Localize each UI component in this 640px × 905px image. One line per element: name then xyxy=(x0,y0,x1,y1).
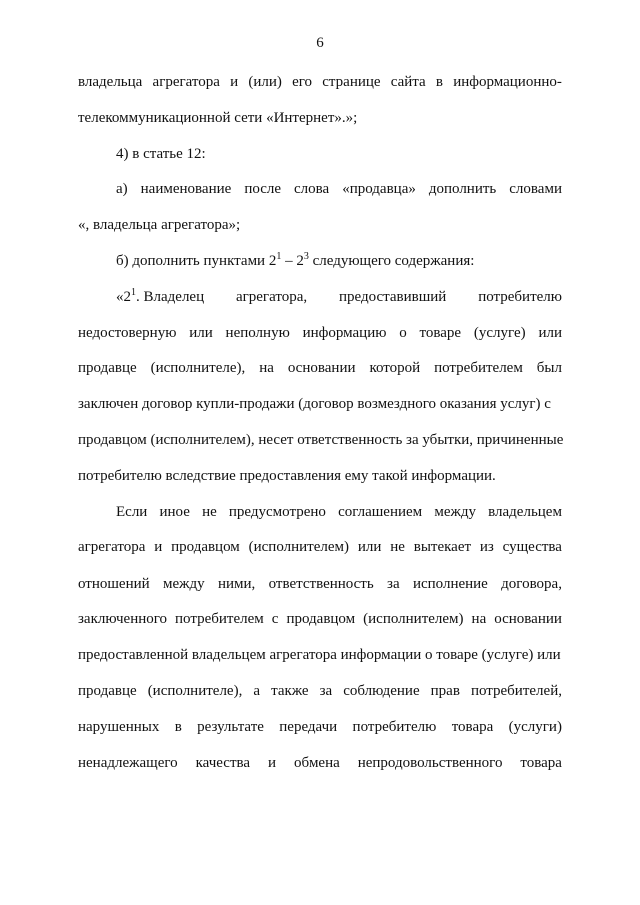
paragraph-line-16 xyxy=(78,610,562,628)
word: недостоверную xyxy=(78,325,177,341)
word: сайта xyxy=(390,74,426,90)
word: (услуге) xyxy=(473,325,526,341)
paragraph-line-12: потребителю вследствие предоставления ему такой информации. xyxy=(78,468,496,484)
word: (исполнителем) xyxy=(363,611,464,627)
superscript: 3 xyxy=(303,251,309,262)
word: и xyxy=(154,539,163,555)
word: а) xyxy=(116,181,128,197)
word: потребителю xyxy=(352,719,437,735)
word: нарушенных xyxy=(78,719,160,735)
word: предоставивший xyxy=(338,289,447,305)
word: продавцом xyxy=(286,611,356,627)
word: качества xyxy=(195,755,251,771)
word: продавце xyxy=(78,683,137,699)
word: словами xyxy=(509,181,562,197)
paragraph-line-4 xyxy=(116,180,562,198)
superscript: 1 xyxy=(131,287,136,298)
word: товара xyxy=(451,719,494,735)
text-fragment: следующего содержания: xyxy=(308,253,475,269)
paragraph-line-20 xyxy=(78,754,562,772)
word: после xyxy=(244,181,282,197)
paragraph-line-11: продавцом (исполнителем), несет ответственность за убытки, причиненные xyxy=(78,432,564,448)
word: . Владелец xyxy=(136,289,205,305)
word: ненадлежащего xyxy=(78,755,178,771)
word: неполную xyxy=(225,325,290,341)
word: его xyxy=(292,74,313,90)
word: прав xyxy=(430,683,460,699)
word: на xyxy=(259,360,274,376)
word: странице xyxy=(322,74,381,90)
word: исполнение xyxy=(412,576,488,592)
paragraph-line-7 xyxy=(116,288,562,306)
word: владельцем xyxy=(488,504,562,520)
word: ними, xyxy=(217,576,256,592)
paragraph-line-9 xyxy=(78,359,562,377)
word: информационно- xyxy=(453,74,562,90)
word: не xyxy=(390,539,405,555)
word: иное xyxy=(159,504,190,520)
word: информацию xyxy=(302,325,387,341)
paragraph-line-5: «, владельца агрегатора»; xyxy=(78,217,241,233)
paragraph-line-15 xyxy=(78,575,562,593)
word: (исполнителем) xyxy=(248,539,350,555)
word: между xyxy=(434,504,476,520)
word: (исполнителе), xyxy=(147,683,243,699)
word: (или) xyxy=(248,74,282,90)
paragraph-line-19 xyxy=(78,718,562,736)
word: слова xyxy=(294,181,330,197)
paragraph-line-2: телекоммуникационной сети «Интернет».»; xyxy=(78,110,358,126)
word: а xyxy=(253,683,261,699)
word: потребителей, xyxy=(470,683,562,699)
word: предусмотрено xyxy=(228,504,326,520)
word: (услуги) xyxy=(508,719,562,735)
word: основании xyxy=(494,611,562,627)
word: на xyxy=(471,611,487,627)
word: или xyxy=(538,325,562,341)
word: заключенного xyxy=(78,611,168,627)
word: продавцом xyxy=(171,539,240,555)
word: договора, xyxy=(501,576,562,592)
clause-start xyxy=(116,288,204,306)
word: или xyxy=(189,325,213,341)
paragraph-line-1 xyxy=(78,73,562,91)
word: агрегатора, xyxy=(235,289,308,305)
word: потребителю xyxy=(478,289,562,305)
word: за xyxy=(319,683,333,699)
word: существа xyxy=(502,539,562,555)
word: которой xyxy=(369,360,421,376)
word: (исполнителе), xyxy=(150,360,246,376)
word: также xyxy=(271,683,309,699)
word: Если xyxy=(116,504,148,520)
word: товара xyxy=(520,755,562,771)
word: дополнить xyxy=(428,181,497,197)
section-item-4: 4) в статье 12: xyxy=(116,146,206,162)
word: не xyxy=(202,504,217,520)
word: владельца xyxy=(78,74,143,90)
word: потребителем xyxy=(434,360,523,376)
text-fragment: – 2 xyxy=(281,253,304,269)
word: обмена xyxy=(293,755,340,771)
word: в xyxy=(435,74,443,90)
word: или xyxy=(357,539,382,555)
paragraph-line-18 xyxy=(78,682,562,700)
word: отношений xyxy=(78,576,150,592)
word: соблюдение xyxy=(343,683,420,699)
word: потребителем xyxy=(175,611,264,627)
word: агрегатора xyxy=(152,74,220,90)
word: о xyxy=(399,325,407,341)
word: «продавца» xyxy=(342,181,416,197)
word: в xyxy=(174,719,182,735)
word: непродовольственного xyxy=(357,755,503,771)
text-fragment: б) дополнить пунктами 2 xyxy=(116,253,277,269)
paragraph-line-8 xyxy=(78,324,562,342)
page-number: 6 xyxy=(316,35,324,51)
word: и xyxy=(267,755,277,771)
word: продавце xyxy=(78,360,137,376)
text-fragment: «2 xyxy=(116,289,131,305)
paragraph-line-14 xyxy=(78,538,562,556)
word: с xyxy=(271,611,279,627)
word: ответственность xyxy=(268,576,374,592)
paragraph-line-10: заключен договор купли-продажи (договор возмездного оказания услуг) с xyxy=(78,396,551,412)
word: наименование xyxy=(140,181,232,197)
word: и xyxy=(230,74,239,90)
word: передачи xyxy=(279,719,338,735)
paragraph-line-13 xyxy=(116,503,562,521)
word: из xyxy=(479,539,494,555)
word: основании xyxy=(287,360,356,376)
paragraph-line-17: предоставленной владельцем агрегатора информации о товаре (услуге) или xyxy=(78,647,561,663)
word: результате xyxy=(197,719,264,735)
paragraph-line-6 xyxy=(116,252,562,270)
word: был xyxy=(536,360,562,376)
word: соглашением xyxy=(338,504,423,520)
word: вытекает xyxy=(413,539,472,555)
word: агрегатора xyxy=(78,539,146,555)
word: товаре xyxy=(419,325,462,341)
word: за xyxy=(387,576,400,592)
word: между xyxy=(163,576,205,592)
superscript: 1 xyxy=(276,251,282,262)
